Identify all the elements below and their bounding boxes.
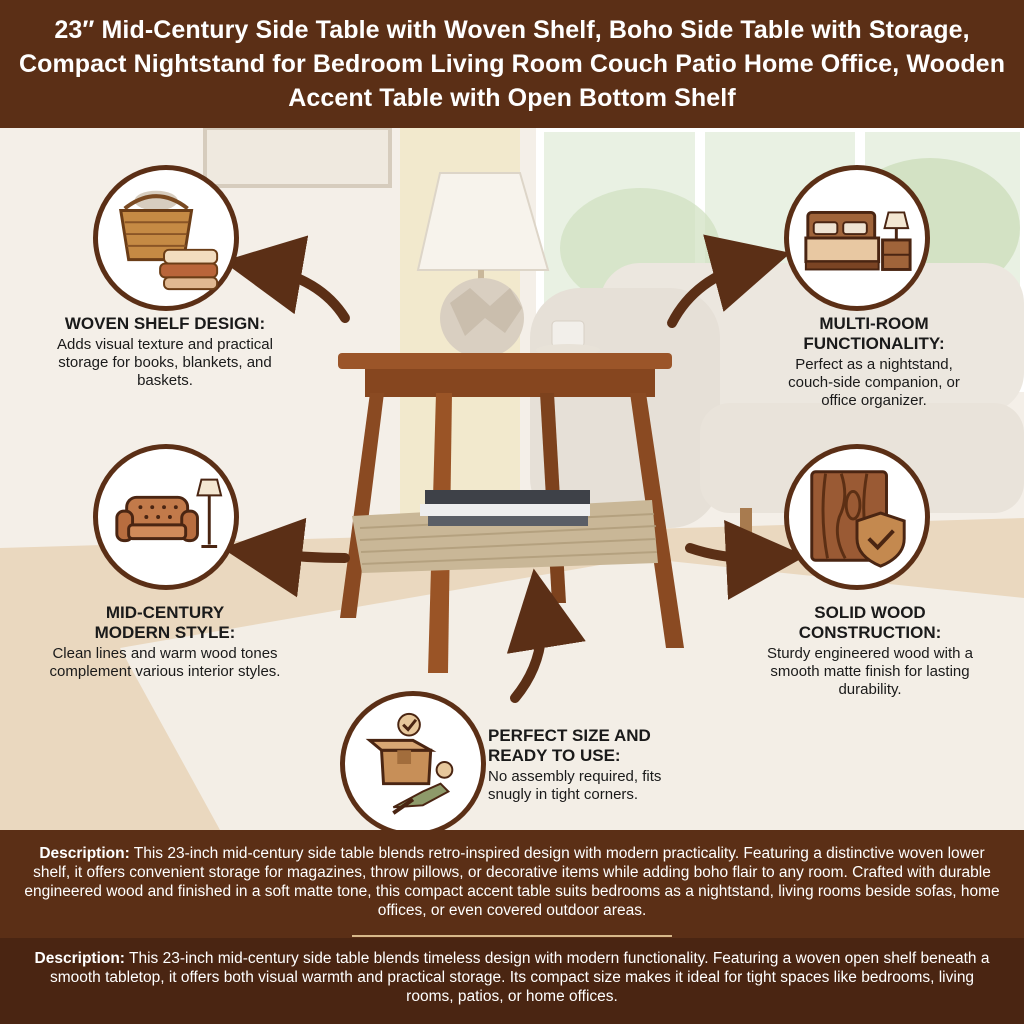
box-relax-icon bbox=[340, 691, 486, 830]
description-primary bbox=[0, 830, 1024, 938]
feature-description: No assembly required, fits snugly in tight corners. bbox=[488, 768, 662, 803]
sofa-icon bbox=[93, 444, 239, 590]
feature-woven bbox=[30, 314, 300, 390]
description-text: This 23-inch mid-century side table blends timeless design with modern functionality. Featuring a woven open shelf beneath a smooth tabletop, it offers both visual warmth and practical storage. Its compact size makes it ideal for tight spaces like bedrooms, living rooms, patios, or home offices. bbox=[49, 950, 990, 1005]
arrow-icon bbox=[262, 268, 345, 318]
feature-solidwood bbox=[750, 603, 990, 699]
feature-description: Sturdy engineered wood with a smooth matte finish for lasting durability. bbox=[767, 645, 973, 698]
arrow-icon bbox=[262, 553, 345, 558]
bed-icon bbox=[784, 165, 930, 311]
feature-title: WOVEN SHELF DESIGN: bbox=[64, 314, 266, 333]
feature-size bbox=[488, 726, 728, 804]
wood-shield-icon bbox=[784, 444, 930, 590]
basket-icon bbox=[93, 165, 239, 311]
feature-multiroom bbox=[755, 314, 993, 410]
feature-description: Perfect as a nightstand, couch-side companion, or office organizer. bbox=[788, 356, 960, 409]
feature-description: Adds visual texture and practical storage for books, blankets, and baskets. bbox=[57, 336, 273, 389]
header-banner bbox=[0, 0, 1024, 128]
feature-description: Clean lines and warm wood tones complement various interior styles. bbox=[49, 645, 281, 680]
feature-title: MID-CENTURY MODERN STYLE: bbox=[94, 603, 236, 642]
description-label: Description: bbox=[34, 950, 125, 967]
arrow-icon bbox=[672, 263, 752, 323]
description-secondary bbox=[0, 938, 1024, 1024]
description-text: This 23-inch mid-century side table blends retro-inspired design with modern practicality. Featuring a distinctive woven lower shelf, it offers convenient storage for magazines, throw pillows, or decorative items while adding boho flair to any room. Crafted with durable engineered wood and finished in a soft matte tone, this compact accent table suits bedrooms as a nightstand, living rooms beside sofas, home offices, or even covered outdoor areas. bbox=[24, 845, 1000, 919]
feature-title: SOLID WOOD CONSTRUCTION: bbox=[798, 603, 942, 642]
product-scene bbox=[0, 128, 1024, 830]
description-label: Description: bbox=[39, 845, 130, 862]
section-divider bbox=[352, 935, 672, 937]
feature-title: PERFECT SIZE AND READY TO USE: bbox=[488, 726, 651, 765]
arrow-icon bbox=[690, 548, 766, 558]
feature-title: MULTI-ROOM FUNCTIONALITY: bbox=[803, 314, 945, 353]
feature-midcentury bbox=[30, 603, 300, 681]
arrow-icon bbox=[515, 608, 542, 698]
product-title: 23″ Mid-Century Side Table with Woven Shelf, Boho Side Table with Storage, Compact Nightstand for Bedroom Living Room Couch Patio Home Office, Wooden Accent Table with Open Bottom Shelf bbox=[18, 16, 1006, 112]
